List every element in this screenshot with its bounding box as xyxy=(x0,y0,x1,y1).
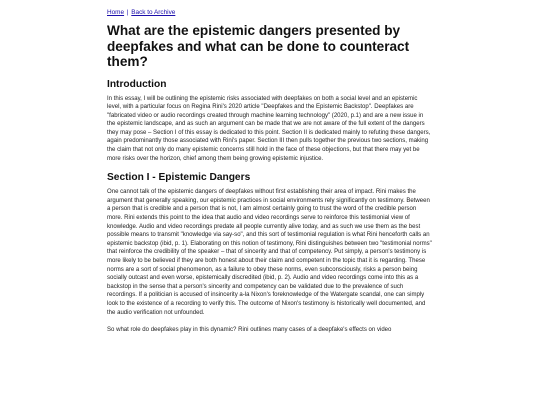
page xyxy=(107,0,537,335)
home-link[interactable]: Home xyxy=(107,9,125,16)
section-heading-epistemic-dangers: Section I - Epistemic Dangers xyxy=(107,172,251,184)
breadcrumb-nav xyxy=(107,8,537,17)
section-introduction xyxy=(107,79,537,164)
nav-separator: | xyxy=(126,9,129,16)
epistemic-dangers-paragraph-1: One cannot talk of the epistemic dangers of deepfakes without first establishing their area of impact. Rini makes the argument that generally speaking, our epistemic practices in social environments rely significantly on testimony. Between a person that is credible and a person that is not, I am almost certainly going to trust the word of the credible person more. Rini extends this point to the idea that audio and video recordings serve to reinforce this testimonial view of knowledge. Audio and video recordings predate all people currently alive today, and as such we use them as the best possible means to transmit "knowledge via say-so", and this sort of testimonial regulation is what Rini henceforth calls an epistemic backstop (ibid, p. 1). Elaborating on this notion of testimony, Rini distinguishes between two "testimonial norms" that reinforce the credibility of the speaker – that of sincerity and that of competency. Put simply, a person's testimony is more likely to be believed if they are both honest about their claim and competent in the topic that it is regarding. These norms are a sort of social phenomenon, as a failure to obey these norms, even subconsciously, risks a person being socially outcast and even worse, epistemically discredited (ibid, p. 2). Audio and video recordings come into this as a backstop in the sense that a person's sincerity and competency can be validated due to the prevalence of such recordings. If a politician is accused of insincerity a-la Nixon's foreknowledge of the Watergate scandal, one can simply look to the existence of a recording to verify this. The outcome of Nixon's testimony is historically well documented, and the audio verification not unfounded. xyxy=(107,189,432,316)
epistemic-dangers-paragraph-2: So what role do deepfakes play in this dynamic? Rini outlines many cases of a deepfake's effects on video xyxy=(107,327,392,334)
intro-paragraph-1: In this essay, I will be outlining the epistemic risks associated with deepfakes on both a social level and an epistemic level, with a particular focus on Regina Rini's 2020 article "Deepfakes and the Epistemic Backstop". Deepfakes are "fabricated video or audio recordings created through machine learning technology" (2020, p.1) and are a new issue in the epistemic landscape, and as such an argument can be made that we are not aware of the full extent of the dangers they may pose – Section I of this essay is dedicated to this point. Section II is dedicated mainly to refuting these dangers, again predominantly those associated with Rini's paper. Section III then pulls together the previous two sections, making the claim that not only do many epistemic concerns still hold in the face of these objections, but that there may yet be more risks over the horizon, chief among them being growing epistemic injustice. xyxy=(107,95,431,162)
section-epistemic-dangers xyxy=(107,172,537,335)
back-to-archive-link[interactable]: Back to Archive xyxy=(131,9,176,16)
section-heading-introduction: Introduction xyxy=(107,78,167,90)
article-title: What are the epistemic dangers presented by deepfakes and what can be done to counteract them? xyxy=(107,23,410,69)
